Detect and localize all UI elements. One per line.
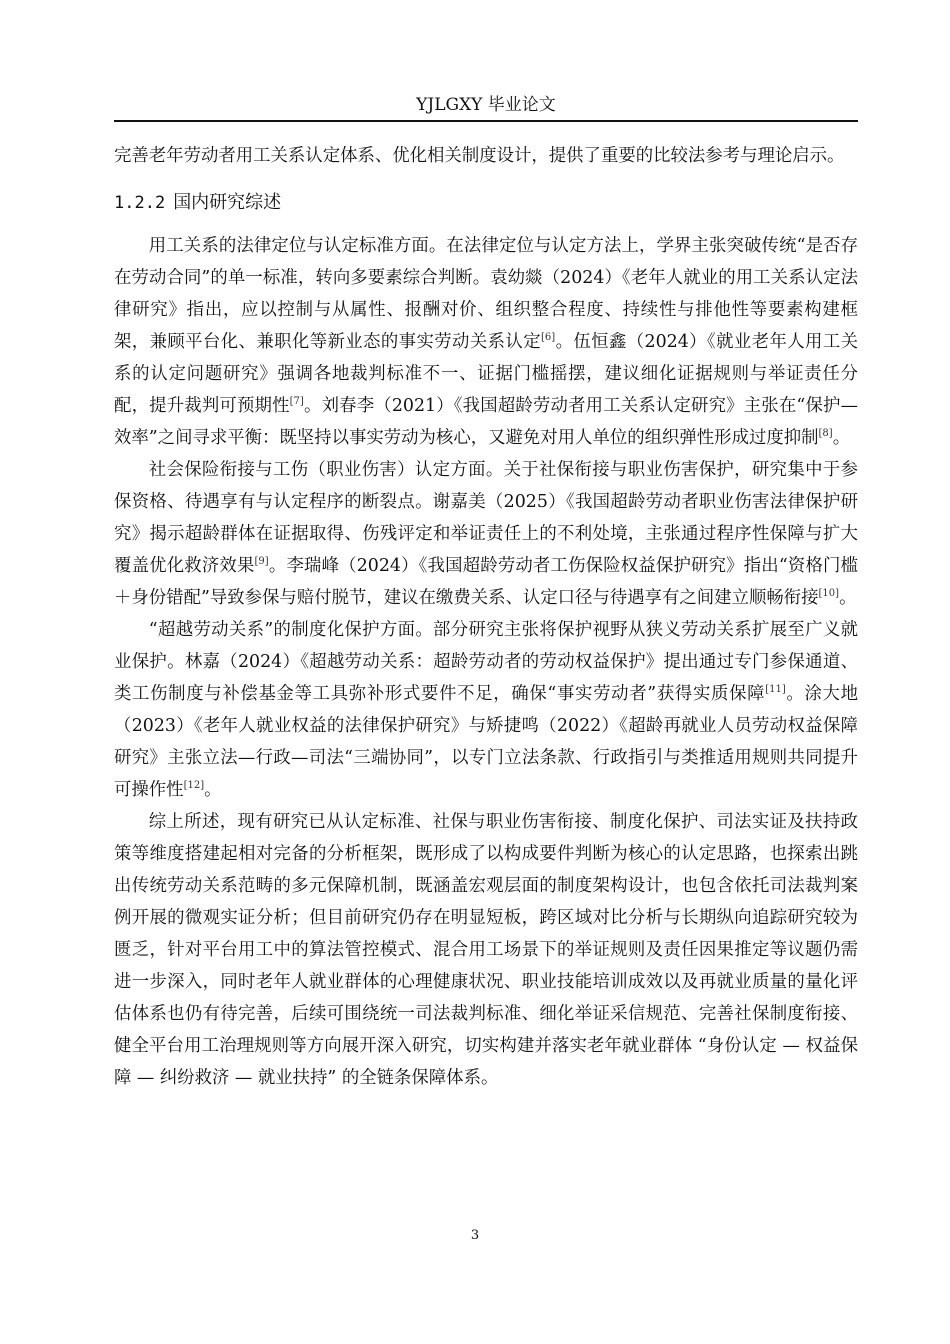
text-run: “超越劳动关系”的制度化保护方面。部分研究主张将保护视野从狭义劳动关系扩展至广义就业保护。林嘉（2024）《超越劳动关系：超龄劳动者的劳动权益保护》提出通过专门参保通道、类工伤制度与补偿基金等工具弥补形式要件不足，确保“事实劳动者”获得实质保障 [114,620,858,704]
text-run: 。刘春李（2021）《我国超龄劳动者用工关系认定研究》主张在“保护—效率”之间寻求平衡：既坚持以事实劳动为核心，又避免对用人单位的组织弹性形成过度抑制 [114,396,858,448]
citation-ref[interactable]: [11] [765,684,786,696]
paragraph-beyond-labor-relations [114,614,858,806]
citation-ref[interactable]: [6] [541,332,556,344]
page-header: YJLGXY 毕业论文 [416,95,556,115]
text-run: 。 [839,588,857,608]
paragraph-summary [114,806,858,1094]
paragraph-social-insurance [114,454,858,614]
page-body [114,140,858,1094]
citation-ref[interactable]: [10] [818,588,840,600]
text-run: 用工关系的法律定位与认定标准方面。在法律定位与认定方法上，学界主张突破传统“是否存在劳动合同”的单一标准，转向多要素综合判断。袁幼燚（2024）《老年人就业的用工关系认定法律研究》指出，应以控制与从属性、报酬对价、组织整合程度、持续性与排他性等要素构建框架，兼顾平台化、兼职化等新业态的事实劳动关系认定 [114,236,858,352]
citation-ref[interactable]: [9] [254,556,269,568]
paragraph-legal-definition [114,230,858,454]
citation-ref[interactable]: [8] [818,428,833,440]
text-run: 社会保险衔接与工伤（职业伤害）认定方面。关于社保衔接与职业伤害保护，研究集中于参保资格、待遇享有与认定程序的断裂点。谢嘉美（2025）《我国超龄劳动者职业伤害法律保护研究》揭示超龄群体在证据取得、伤残评定和举证责任上的不利处境，主张通过程序性保障与扩大覆盖优化救济效果 [114,460,858,576]
text-run: 。李瑞峰（2024）《我国超龄劳动者工伤保险权益保护研究》指出“资格门槛＋身份错配”导致参保与赔付脱节，建议在缴费关系、认定口径与待遇享有之间建立顺畅衔接 [114,556,858,608]
text-run: 。 [204,780,222,800]
text-run: 。伍恒鑫（2024）《就业老年人用工关系的认定问题研究》强调各地裁判标准不一、证据门槛摇摆，建议细化证据规则与举证责任分配，提升裁判可预期性 [114,332,858,416]
paragraph-continued [114,140,858,172]
text-run: 完善老年劳动者用工关系认定体系、优化相关制度设计，提供了重要的比较法参考与理论启示。 [114,146,845,166]
page-number: 3 [470,1228,480,1243]
section-title: 国内研究综述 [173,192,282,213]
header-divider [114,120,858,122]
section-heading [114,186,858,220]
text-run: 综上所述，现有研究已从认定标准、社保与职业伤害衔接、制度化保护、司法实证及扶持政策等维度搭建起相对完备的分析框架，既形成了以构成要件判断为核心的认定思路，也探索出跳出传统劳动关系范畴的多元保障机制，既涵盖宏观层面的制度架构设计，也包含依托司法裁判案例开展的微观实证分析；但目前研究仍存在明显短板，跨区域对比分析与长期纵向追踪研究较为匮乏，针对平台用工中的算法管控模式、混合用工场景下的举证规则及责任因果推定等议题仍需进一步深入，同时老年人就业群体的心理健康状况、职业技能培训成效以及再就业质量的量化评估体系也仍有待完善，后续可围绕统一司法裁判标准、细化举证采信规范、完善社保制度衔接、健全平台用工治理规则等方向展开深入研究，切实构建并落实老年就业群体 “身份认定 — 权益保障 — 纠纷救济 — 就业扶持” 的全链条保障体系。 [114,812,858,1088]
citation-ref[interactable]: [12] [183,780,205,792]
text-run: 。 [832,428,851,448]
section-number: 1.2.2 [114,193,166,213]
citation-ref[interactable]: [7] [289,396,304,408]
text-run: 。涂大地（2023）《老年人就业权益的法律保护研究》与矫捷鸣（2022）《超龄再就业人员劳动权益保障研究》主张立法—行政—司法“三端协同”，以专门立法条款、行政指引与类推适用规则共同提升可操作性 [114,684,858,800]
